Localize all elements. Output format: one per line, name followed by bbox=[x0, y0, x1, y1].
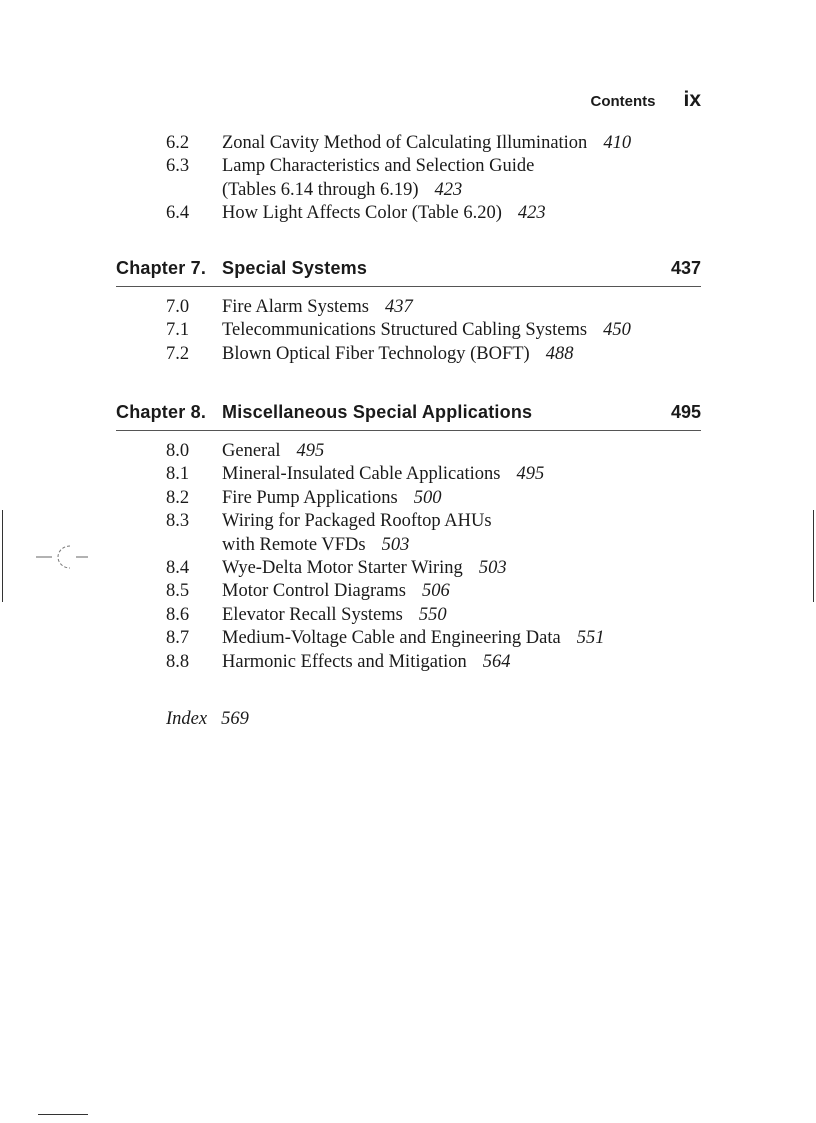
entry-number: 8.1 bbox=[166, 464, 190, 485]
toc-entry[interactable] bbox=[0, 343, 816, 366]
toc-entry[interactable] bbox=[0, 604, 816, 627]
entry-title: Fire Pump Applications bbox=[222, 487, 398, 508]
entry-number: 6.4 bbox=[166, 203, 190, 224]
entry-number: 8.7 bbox=[166, 628, 190, 649]
entry-number: 7.2 bbox=[166, 343, 190, 364]
chapter-page: 495 bbox=[670, 402, 701, 422]
chapter-title: Special Systems bbox=[222, 258, 368, 278]
toc-entry[interactable] bbox=[0, 580, 816, 603]
entry-number: 8.4 bbox=[166, 557, 190, 578]
header-page-number: ix bbox=[683, 88, 701, 111]
entry-page: 551 bbox=[576, 628, 605, 649]
entry-title: Zonal Cavity Method of Calculating Illumination bbox=[222, 133, 588, 153]
entry-number: 8.8 bbox=[166, 651, 190, 672]
entry-page: 495 bbox=[296, 441, 325, 461]
left-edge-mark bbox=[2, 510, 3, 602]
entry-page: 437 bbox=[384, 297, 413, 317]
index-page: 569 bbox=[221, 709, 249, 729]
toc-entry[interactable] bbox=[0, 510, 816, 557]
toc-entry[interactable] bbox=[0, 155, 816, 202]
entry-title: Harmonic Effects and Mitigation bbox=[222, 651, 467, 672]
entry-title: Fire Alarm Systems bbox=[222, 297, 369, 317]
toc-entry[interactable] bbox=[0, 296, 816, 319]
toc-entry[interactable] bbox=[0, 319, 816, 342]
entry-title: Mineral-Insulated Cable Applications bbox=[222, 464, 501, 485]
entry-title: Blown Optical Fiber Technology (BOFT) bbox=[222, 343, 530, 364]
entry-title: Elevator Recall Systems bbox=[222, 604, 403, 625]
toc-section-6 bbox=[0, 132, 816, 226]
entry-number: 8.6 bbox=[166, 604, 190, 625]
entry-page: 564 bbox=[482, 651, 511, 672]
entry-title: General bbox=[222, 441, 281, 461]
toc-entry[interactable] bbox=[0, 132, 816, 155]
entry-page: 503 bbox=[478, 557, 507, 578]
entry-number: 8.2 bbox=[166, 487, 190, 508]
entry-number: 8.3 bbox=[166, 511, 190, 532]
toc-section-7 bbox=[0, 296, 816, 366]
entry-page: 488 bbox=[545, 343, 574, 364]
header-label: Contents bbox=[590, 93, 656, 110]
entry-title: Medium-Voltage Cable and Engineering Data bbox=[222, 628, 561, 649]
entry-page: 503 bbox=[381, 534, 410, 555]
entry-page: 506 bbox=[421, 581, 450, 602]
toc-entry[interactable] bbox=[0, 440, 816, 463]
entry-title: Motor Control Diagrams bbox=[222, 581, 406, 602]
toc-entry[interactable] bbox=[0, 487, 816, 510]
entry-title: Telecommunications Structured Cabling Systems bbox=[222, 320, 588, 341]
entry-page: 423 bbox=[434, 179, 463, 200]
entry-page: 410 bbox=[603, 133, 632, 153]
entry-title: How Light Affects Color (Table 6.20) bbox=[222, 203, 502, 224]
right-edge-mark bbox=[813, 510, 814, 602]
entry-title: Lamp Characteristics and Selection Guide bbox=[222, 156, 535, 177]
entry-page: 500 bbox=[413, 487, 442, 508]
toc-entry[interactable] bbox=[0, 627, 816, 650]
entry-title-continued: with Remote VFDs bbox=[222, 534, 366, 555]
entry-number: 6.3 bbox=[166, 156, 190, 177]
entry-page: 450 bbox=[603, 320, 631, 341]
index-label: Index bbox=[166, 709, 208, 729]
entry-number: 6.2 bbox=[166, 133, 190, 153]
toc-entry[interactable] bbox=[0, 463, 816, 486]
entry-page: 423 bbox=[517, 203, 546, 224]
toc-entry[interactable] bbox=[0, 651, 816, 674]
running-header bbox=[560, 88, 701, 112]
bottom-crop-mark bbox=[38, 1114, 88, 1115]
toc-entry[interactable] bbox=[0, 557, 816, 580]
chapter-7-heading[interactable] bbox=[116, 252, 701, 287]
index-entry[interactable] bbox=[166, 709, 249, 730]
chapter-label: Chapter 7. bbox=[116, 258, 207, 278]
entry-title: Wiring for Packaged Rooftop AHUs bbox=[222, 511, 492, 532]
entry-number: 8.0 bbox=[166, 441, 190, 461]
entry-title: Wye-Delta Motor Starter Wiring bbox=[222, 557, 463, 578]
entry-number: 8.5 bbox=[166, 581, 190, 602]
entry-title-continued: (Tables 6.14 through 6.19) bbox=[222, 179, 419, 200]
chapter-label: Chapter 8. bbox=[116, 402, 207, 422]
entry-page: 495 bbox=[516, 464, 545, 485]
entry-number: 7.1 bbox=[166, 320, 190, 341]
toc-section-8 bbox=[0, 440, 816, 674]
chapter-title: Miscellaneous Special Applications bbox=[222, 402, 533, 422]
entry-number: 7.0 bbox=[166, 297, 190, 317]
registration-mark-icon bbox=[30, 540, 94, 574]
entry-page: 550 bbox=[418, 604, 447, 625]
chapter-page: 437 bbox=[670, 258, 701, 278]
toc-entry[interactable] bbox=[0, 202, 816, 225]
chapter-8-heading[interactable] bbox=[116, 396, 701, 431]
